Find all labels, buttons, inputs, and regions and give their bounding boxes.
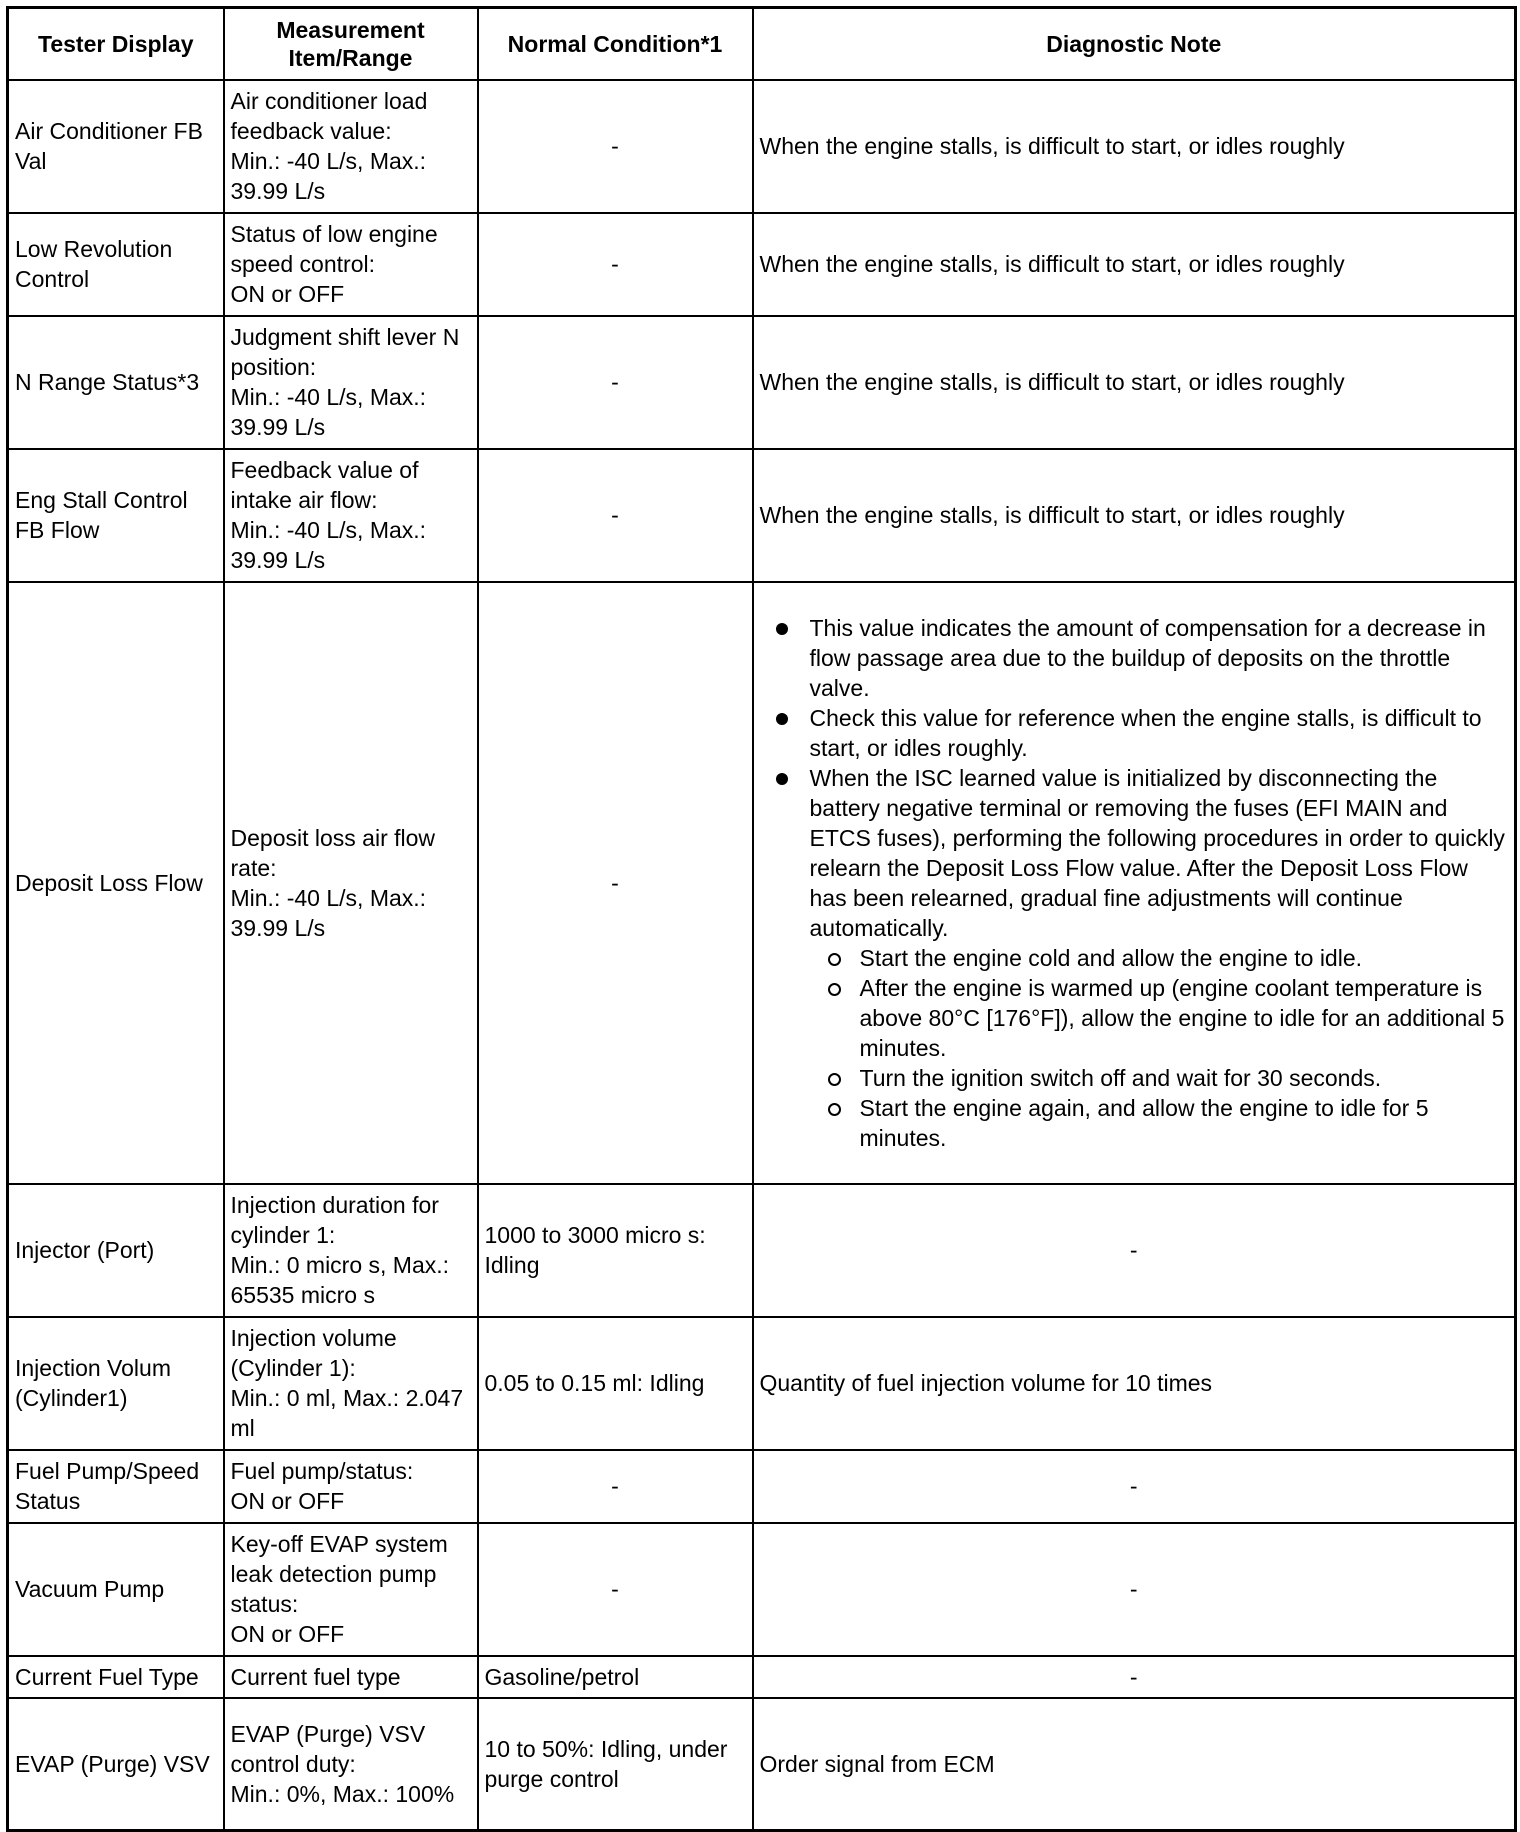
- measurement-cell: Current fuel type: [224, 1656, 478, 1698]
- normal-condition-cell: -: [478, 80, 753, 213]
- note-bullet: Check this value for reference when the engine stalls, is difficult to start, or idles roughly.: [810, 703, 1509, 763]
- note-bullet: [810, 763, 1509, 1153]
- tester-display-cell: Injection Volum (Cylinder1): [8, 1317, 224, 1450]
- tester-display-cell: Injector (Port): [8, 1184, 224, 1317]
- diagnostic-note-cell: -: [753, 1450, 1516, 1523]
- header-tester-display: Tester Display: [8, 8, 224, 80]
- note-sub-bullet: Start the engine cold and allow the engine to idle.: [860, 943, 1509, 973]
- normal-condition-cell: 0.05 to 0.15 ml: Idling: [478, 1317, 753, 1450]
- measurement-cell: Air conditioner load feedback value: Min.: -40 L/s, Max.: 39.99 L/s: [224, 80, 478, 213]
- note-bullet-text: When the ISC learned value is initialized by disconnecting the battery negative terminal or removing the fuses (EFI MAIN and ETCS fuses), performing the following procedures in order to quickly relearn the Deposit Loss Flow value. After the Deposit Loss Flow has been relearned, gradual fine adjustments will continue automatically.: [809, 764, 1505, 941]
- normal-condition-cell: 1000 to 3000 micro s: Idling: [478, 1184, 753, 1317]
- table-row: [8, 213, 1516, 316]
- diagnostic-note-cell: When the engine stalls, is difficult to start, or idles roughly: [753, 80, 1516, 213]
- note-sub-bullet: After the engine is warmed up (engine coolant temperature is above 80°C [176°F]), allow the engine to idle for an additional 5 minutes.: [860, 973, 1509, 1063]
- measurement-cell: Injection volume (Cylinder 1): Min.: 0 ml, Max.: 2.047 ml: [224, 1317, 478, 1450]
- table-row: [8, 1450, 1516, 1523]
- normal-condition-cell: -: [478, 1523, 753, 1656]
- tester-display-cell: Air Conditioner FB Val: [8, 80, 224, 213]
- normal-condition-cell: 10 to 50%: Idling, under purge control: [478, 1698, 753, 1831]
- table-row: [8, 1317, 1516, 1450]
- normal-condition-cell: -: [478, 1450, 753, 1523]
- table-row: [8, 80, 1516, 213]
- diagnostic-note-cell: [753, 582, 1516, 1184]
- header-measurement-item-range: Measurement Item/Range: [224, 8, 478, 80]
- normal-condition-cell: -: [478, 316, 753, 449]
- diagnostic-note-cell: When the engine stalls, is difficult to start, or idles roughly: [753, 316, 1516, 449]
- tester-display-cell: Current Fuel Type: [8, 1656, 224, 1698]
- tester-display-cell: Vacuum Pump: [8, 1523, 224, 1656]
- diagnostic-note-cell: Order signal from ECM: [753, 1698, 1516, 1831]
- measurement-cell: Fuel pump/status: ON or OFF: [224, 1450, 478, 1523]
- data-list-table: [6, 6, 1517, 1832]
- note-bullet-list: [760, 613, 1509, 1153]
- table-row: [8, 1523, 1516, 1656]
- measurement-cell: EVAP (Purge) VSV control duty: Min.: 0%, Max.: 100%: [224, 1698, 478, 1831]
- note-bullet: This value indicates the amount of compensation for a decrease in flow passage area due to the buildup of deposits on the throttle valve.: [810, 613, 1509, 703]
- table-row: [8, 316, 1516, 449]
- header-normal-condition: Normal Condition*1: [478, 8, 753, 80]
- measurement-cell: Injection duration for cylinder 1: Min.: 0 micro s, Max.: 65535 micro s: [224, 1184, 478, 1317]
- note-sub-bullet: Turn the ignition switch off and wait for 30 seconds.: [860, 1063, 1509, 1093]
- measurement-cell: Status of low engine speed control: ON or OFF: [224, 213, 478, 316]
- measurement-cell: Key-off EVAP system leak detection pump status: ON or OFF: [224, 1523, 478, 1656]
- normal-condition-cell: -: [478, 582, 753, 1184]
- diagnostic-note-cell: -: [753, 1656, 1516, 1698]
- diagnostic-note-cell: -: [753, 1523, 1516, 1656]
- tester-display-cell: Eng Stall Control FB Flow: [8, 449, 224, 582]
- tester-display-cell: N Range Status*3: [8, 316, 224, 449]
- normal-condition-cell: Gasoline/petrol: [478, 1656, 753, 1698]
- normal-condition-cell: -: [478, 213, 753, 316]
- tester-display-cell: Low Revolution Control: [8, 213, 224, 316]
- table-row: [8, 582, 1516, 1184]
- diagnostic-note-cell: When the engine stalls, is difficult to start, or idles roughly: [753, 213, 1516, 316]
- table-header-row: [8, 8, 1516, 80]
- measurement-cell: Judgment shift lever N position: Min.: -40 L/s, Max.: 39.99 L/s: [224, 316, 478, 449]
- note-sub-bullet: Start the engine again, and allow the engine to idle for 5 minutes.: [860, 1093, 1509, 1153]
- header-diagnostic-note: Diagnostic Note: [753, 8, 1516, 80]
- measurement-cell: Deposit loss air flow rate: Min.: -40 L/s, Max.: 39.99 L/s: [224, 582, 478, 1184]
- tester-display-cell: Fuel Pump/Speed Status: [8, 1450, 224, 1523]
- tester-display-cell: EVAP (Purge) VSV: [8, 1698, 224, 1831]
- normal-condition-cell: -: [478, 449, 753, 582]
- table-row: [8, 1656, 1516, 1698]
- diagnostic-note-cell: Quantity of fuel injection volume for 10 times: [753, 1317, 1516, 1450]
- table-row: [8, 1698, 1516, 1831]
- note-sub-bullet-list: [810, 943, 1509, 1153]
- diagnostic-table-container: [6, 6, 1517, 1832]
- table-row: [8, 1184, 1516, 1317]
- table-row: [8, 449, 1516, 582]
- tester-display-cell: Deposit Loss Flow: [8, 582, 224, 1184]
- measurement-cell: Feedback value of intake air flow: Min.: -40 L/s, Max.: 39.99 L/s: [224, 449, 478, 582]
- diagnostic-note-cell: When the engine stalls, is difficult to start, or idles roughly: [753, 449, 1516, 582]
- diagnostic-note-cell: -: [753, 1184, 1516, 1317]
